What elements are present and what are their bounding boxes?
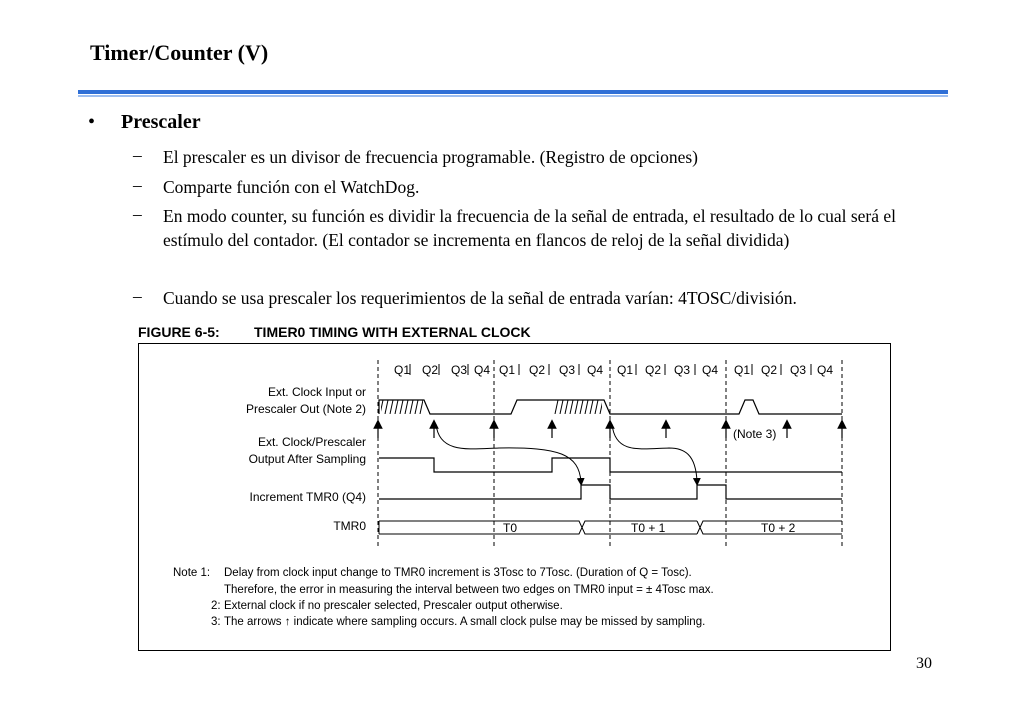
hatch-region — [554, 400, 602, 414]
note-3-text: The arrows ↑ indicate where sampling occurs. A small clock pulse may be missed by sampling. — [224, 616, 706, 628]
q-label: Q4 — [702, 363, 719, 377]
sampled-waveform — [379, 458, 842, 472]
causal-curves — [436, 424, 697, 482]
q-label: Q2 — [422, 363, 439, 377]
signal-label-tmr0: TMR0 — [333, 519, 366, 533]
title-rule — [78, 90, 948, 94]
note-1-line-2: Therefore, the error in measuring the interval between two edges on TMR0 input = ± 4Tosc max. — [224, 584, 714, 596]
q-labels — [394, 363, 833, 377]
signal-label-ext-clock: Prescaler Out (Note 2) — [245, 402, 366, 416]
tmr0-value: T0 + 2 — [761, 521, 796, 535]
note-2-text: External clock if no prescaler selected, Prescaler output otherwise. — [224, 600, 563, 612]
sub-item-3: En modo counter, su función es dividir la frecuencia de la señal de entrada, el resultado de lo cual será el estímulo del contador. (El contador se incrementa en flancos de reloj de la señal dividida) — [163, 206, 897, 250]
signal-label-increment: Increment TMR0 (Q4) — [249, 490, 366, 504]
note3-marker: (Note 3) — [733, 427, 777, 441]
q-label: Q3 — [790, 363, 807, 377]
figure-caption — [138, 324, 531, 340]
q-label: Q3 — [559, 363, 576, 377]
q-label: Q3 — [674, 363, 691, 377]
slide-title: Timer/Counter (V) — [90, 40, 269, 65]
signal-label-sampled: Ext. Clock/Prescaler — [257, 435, 366, 449]
page-number: 30 — [916, 655, 932, 672]
q-label: Q1 — [617, 363, 634, 377]
q-label: Q1 — [734, 363, 751, 377]
q-label: Q1 — [394, 363, 411, 377]
sub-item-2: Comparte función con el WatchDog. — [163, 177, 420, 197]
note-2-label: 2: — [211, 600, 221, 612]
note-1-label: Note 1: — [173, 567, 211, 579]
q-label: Q4 — [817, 363, 834, 377]
dash-1: – — [133, 145, 142, 165]
dash-2: – — [133, 175, 142, 195]
note-1-line-1: Delay from clock input change to TMR0 increment is 3Tosc to 7Tosc. (Duration of Q = Tosc). — [224, 567, 692, 579]
note-3-label: 3: — [211, 616, 221, 628]
q-label: Q2 — [761, 363, 778, 377]
dash-3: – — [133, 204, 142, 224]
timing-diagram — [138, 343, 891, 651]
title-rule-shadow — [78, 95, 948, 97]
dash-4: – — [133, 286, 142, 306]
q-label: Q3 — [451, 363, 468, 377]
bullet-heading: Prescaler — [121, 111, 201, 133]
q-label: Q4 — [587, 363, 604, 377]
signal-labels — [246, 385, 366, 533]
bullet-symbol: • — [88, 111, 96, 133]
signal-label-sampled: Output After Sampling — [248, 452, 366, 466]
hatch-region — [381, 400, 423, 414]
q-label: Q2 — [645, 363, 662, 377]
signal-label-ext-clock: Ext. Clock Input or — [267, 385, 366, 399]
figure-number: FIGURE 6-5: — [138, 324, 220, 340]
figure-title: TIMER0 TIMING WITH EXTERNAL CLOCK — [254, 324, 531, 340]
figure-notes — [173, 567, 714, 628]
q-label: Q4 — [474, 363, 491, 377]
q-label: Q2 — [529, 363, 546, 377]
increment-waveform — [379, 485, 842, 499]
q-label: Q1 — [499, 363, 516, 377]
tmr0-value: T0 + 1 — [631, 521, 666, 535]
sub-item-1: El prescaler es un divisor de frecuencia programable. (Registro de opciones) — [163, 147, 698, 167]
sub-item-4: Cuando se usa prescaler los requerimientos de la señal de entrada varían: 4TOSC/división. — [163, 288, 797, 308]
tmr0-values — [503, 521, 796, 535]
tmr0-value: T0 — [503, 521, 518, 535]
